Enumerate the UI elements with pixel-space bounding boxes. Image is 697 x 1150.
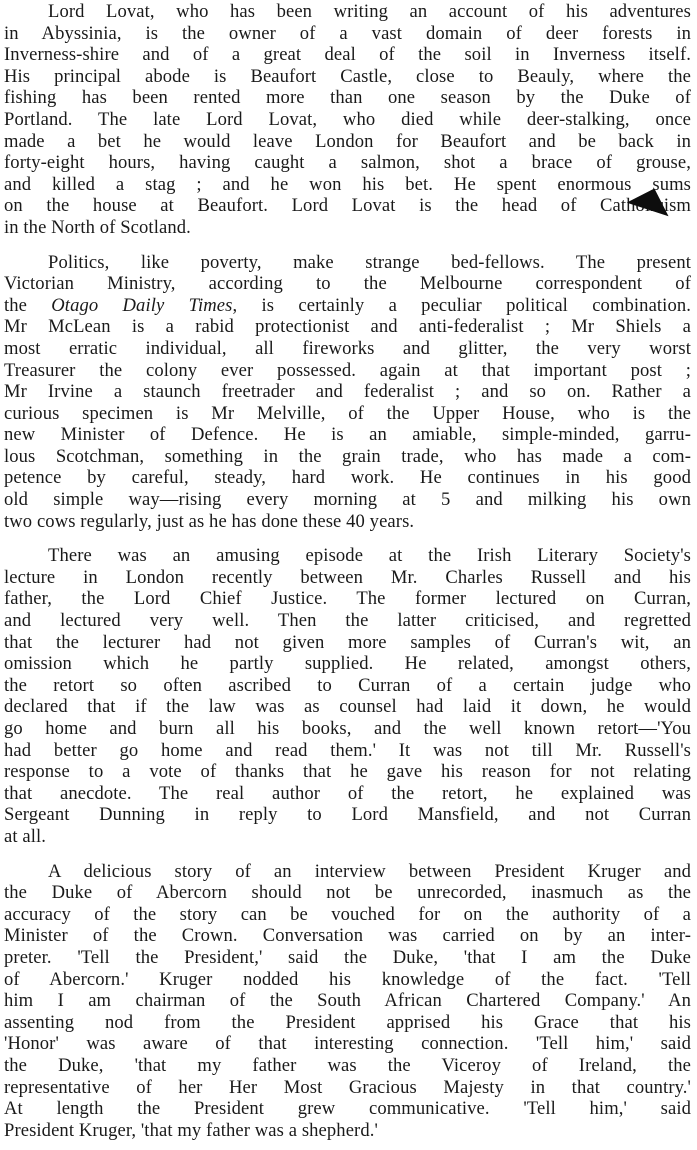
- text-line: Mr Irvine a staunch freetrader and federalist ; and so on. Rather a: [4, 381, 691, 403]
- text-line: the Duke, 'that my father was the Viceroy of Ireland, the: [4, 1054, 691, 1076]
- text-line: two cows regularly, just as he has done these 40 years.: [4, 510, 415, 532]
- text-line: fishing has been rented more than one season by the Duke of: [4, 87, 691, 109]
- text-line: at all.: [4, 825, 47, 847]
- text-line: the Duke of Abercorn should not be unrecorded, inasmuch as the: [4, 882, 691, 904]
- text-line: Lord Lovat, who has been writing an account of his adventures: [48, 1, 691, 22]
- text-line: There was an amusing episode at the Irish Literary Society's: [48, 545, 691, 567]
- text-line: preter. 'Tell the President,' said the Duke, 'that I am the Duke: [4, 946, 691, 968]
- text-line: the retort so often ascribed to Curran of a certain judge who: [4, 674, 691, 696]
- text-line: and lectured very well. Then the latter criticised, and regretted: [4, 610, 691, 632]
- text-line: At length the President grew communicative. 'Tell him,' said: [4, 1098, 691, 1120]
- text-line: old simple way—rising every morning at 5 and milking his own: [4, 489, 691, 511]
- text-line: assenting nod from the President apprised his Grace that his: [4, 1011, 691, 1033]
- text-line: of Abercorn.' Kruger nodded his knowledge of the fact. 'Tell: [4, 968, 691, 990]
- text-line: in Abyssinia, is the owner of a vast domain of deer forests in: [4, 22, 691, 44]
- text-line: representative of her Her Most Gracious Majesty in that country.': [4, 1076, 691, 1098]
- text-line: Politics, like poverty, make strange bed-fellows. The present: [48, 251, 691, 273]
- text-line: lecture in London recently between Mr. Charles Russell and his: [4, 566, 691, 588]
- text-line: His principal abode is Beaufort Castle, close to Beauly, where the: [4, 65, 691, 87]
- text-line: forty-eight hours, having caught a salmon, shot a brace of grouse,: [4, 152, 691, 174]
- text-line: Mr McLean is a rabid protectionist and anti-federalist ; Mr Shiels a: [4, 316, 691, 338]
- paragraph-lord-lovat: [4, 1, 691, 239]
- text-line: Minister of the Crown. Conversation was carried on by an inter-: [4, 925, 691, 947]
- text-line: A delicious story of an interview between President Kruger and: [48, 860, 691, 882]
- text-line: him I am chairman of the South African Chartered Company.' An: [4, 990, 691, 1012]
- text-line: omission which he partly supplied. He related, amongst others,: [4, 653, 691, 675]
- text-line: Sergeant Dunning in reply to Lord Mansfield, and not Curran: [4, 804, 691, 826]
- text-line: father, the Lord Chief Justice. The former lectured on Curran,: [4, 588, 691, 610]
- text-line: petence by careful, steady, hard work. He continues in his good: [4, 467, 691, 489]
- paragraph-victorian-ministry: [4, 252, 691, 533]
- text-line: response to a vote of thanks that he gave his reason for not relating: [4, 761, 691, 783]
- text-line: accuracy of the story can be vouched for on the authority of a: [4, 903, 691, 925]
- paragraph-irish-literary-society: [4, 545, 691, 847]
- text-line: Treasurer the colony ever possessed. again at that important post ;: [4, 359, 691, 381]
- text-line: lous Scotchman, something in the grain trade, who has made a com-: [4, 445, 691, 467]
- text-line: Inverness-shire and of a great deal of the soil in Inverness itself.: [4, 44, 691, 66]
- text-line: Portland. The late Lord Lovat, who died while deer-stalking, once: [4, 108, 691, 130]
- text-line: the Otago Daily Times, is certainly a peculiar political combination.: [4, 294, 691, 316]
- text-line: declared that if the law was as counsel had laid it down, he would: [4, 696, 691, 718]
- text-line: had better go home and read them.' It was not till Mr. Russell's: [4, 739, 691, 761]
- text-line: 'Honor' was aware of that interesting connection. 'Tell him,' said: [4, 1033, 691, 1055]
- text-line: most erratic individual, all fireworks and glitter, the very worst: [4, 337, 691, 359]
- text-line: in the North of Scotland.: [4, 216, 191, 238]
- text-line: Victorian Ministry, according to the Melbourne correspondent of: [4, 273, 691, 295]
- newspaper-title: Otago Daily Times: [51, 294, 233, 316]
- text-line: that anecdote. The real author of the retort, he explained was: [4, 782, 691, 804]
- paragraph-kruger-abercorn: [4, 861, 691, 1142]
- text-line: and killed a stag ; and he won his bet. He spent enormous sums: [4, 173, 691, 195]
- text-line: on the house at Beaufort. Lord Lovat is the head of Catholicism: [4, 195, 691, 217]
- text-line: curious specimen is Mr Melville, of the Upper House, who is the: [4, 402, 691, 424]
- text-line: that the lecturer had not given more samples of Curran's wit, an: [4, 631, 691, 653]
- text-line: new Minister of Defence. He is an amiable, simple-minded, garru-: [4, 424, 691, 446]
- text-line: President Kruger, 'that my father was a shepherd.': [4, 1119, 378, 1141]
- text-line: go home and burn all his books, and the well known retort—'You: [4, 718, 691, 739]
- text-line: made a bet he would leave London for Beaufort and be back in: [4, 130, 691, 152]
